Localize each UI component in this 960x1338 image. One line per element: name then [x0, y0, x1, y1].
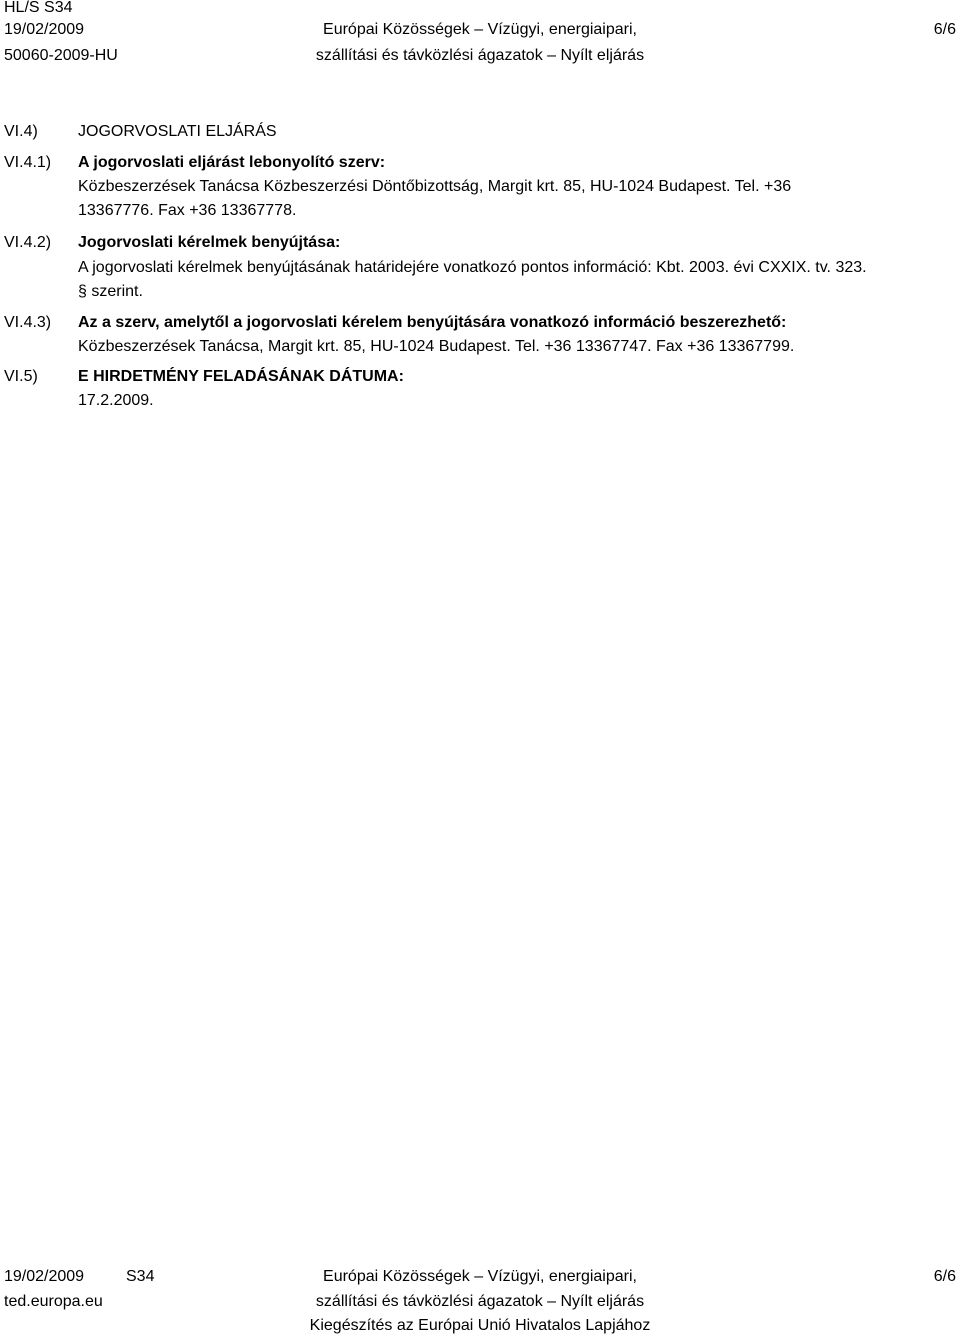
footer-date: 19/02/2009 — [4, 1268, 85, 1285]
footer-title-line2: szállítási és távközlési ágazatok – Nyílt eljárás — [315, 1293, 645, 1310]
footer-site-link[interactable]: ted.europa.eu — [4, 1293, 103, 1310]
header-title-line2: szállítási és távközlési ágazatok – Nyílt eljárás — [315, 47, 645, 64]
header-title-line1: Európai Közösségek – Vízügyi, energiaipari, — [323, 21, 637, 38]
section-vi43-number: VI.4.3) — [4, 314, 52, 331]
section-vi4-title: JOGORVOSLATI ELJÁRÁS — [78, 123, 277, 140]
footer-page: 6/6 — [933, 1268, 956, 1285]
header-code: HL/S S34 — [4, 0, 73, 16]
header-notice-id: 50060-2009-HU — [4, 47, 118, 64]
section-vi43-title: Az a szerv, amelytől a jogorvoslati kérelem benyújtására vonatkozó információ beszerezhető: — [78, 314, 787, 331]
section-vi42-title: Jogorvoslati kérelmek benyújtása: — [78, 234, 341, 251]
section-vi41-number: VI.4.1) — [4, 154, 52, 171]
section-vi5-title: E HIRDETMÉNY FELADÁSÁNAK DÁTUMA: — [78, 368, 404, 385]
section-vi42-number: VI.4.2) — [4, 234, 52, 251]
section-vi41-text-line2: 13367776. Fax +36 13367778. — [78, 202, 297, 219]
section-vi42-text-line1: A jogorvoslati kérelmek benyújtásának határidejére vonatkozó pontos információ: Kbt. 2003. évi CXXIX. tv. 323. — [78, 259, 867, 276]
footer-title-line3: Kiegészítés az Európai Unió Hivatalos Lapjához — [309, 1317, 651, 1334]
section-vi4-number: VI.4) — [4, 123, 38, 140]
footer-code: S34 — [126, 1268, 155, 1285]
section-vi43-text-line1: Közbeszerzések Tanácsa, Margit krt. 85, HU-1024 Budapest. Tel. +36 13367747. Fax +36 13367799. — [78, 338, 795, 355]
footer-title-line1: Európai Közösségek – Vízügyi, energiaipari, — [323, 1268, 637, 1285]
header-date: 19/02/2009 — [4, 21, 85, 38]
section-vi41-text-line1: Közbeszerzések Tanácsa Közbeszerzési Döntőbizottság, Margit krt. 85, HU-1024 Budapest. Tel. +36 — [78, 178, 792, 195]
section-vi5-number: VI.5) — [4, 368, 38, 385]
section-vi42-text-line2: § szerint. — [78, 283, 143, 300]
section-vi5-value: 17.2.2009. — [78, 392, 154, 409]
section-vi41-title: A jogorvoslati eljárást lebonyolító szerv: — [78, 154, 386, 171]
header-page: 6/6 — [933, 21, 956, 38]
